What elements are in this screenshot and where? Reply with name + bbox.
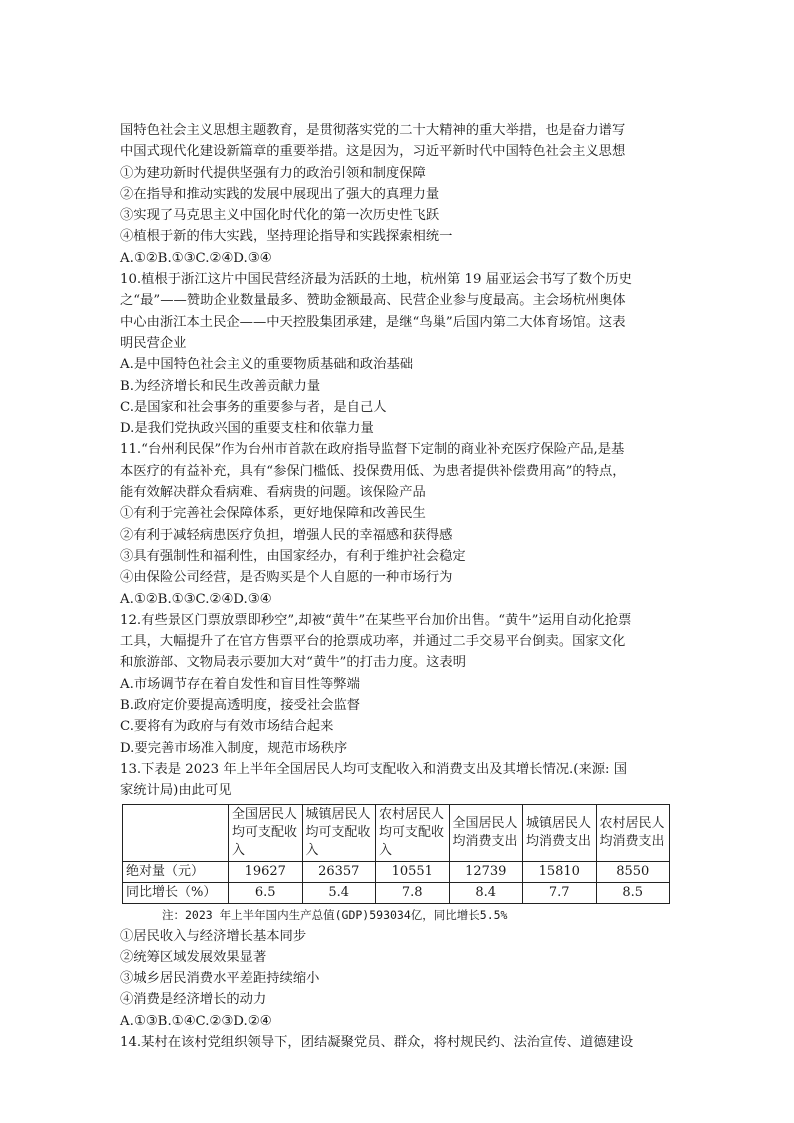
q10-stem-line: 之“最”——赞助企业数量最多、赞助金额最高、民营企业参与度最高。主会场杭州奥体 (120, 293, 626, 309)
table-row (123, 861, 670, 882)
question-9 (120, 120, 682, 269)
table-header-cell (123, 804, 229, 861)
table-cell: 8.5 (596, 882, 670, 903)
q11-statement: ②有利于减轻病患医疗负担，增强人民的幸福感和获得感 (120, 527, 453, 543)
q9-statement: ④植根于新的伟大实践，坚持理论指导和实践探索相统一 (120, 229, 453, 245)
q9-statement: ③实现了马克思主义中国化时代化的第一次历史性飞跃 (120, 208, 440, 224)
question-12 (120, 610, 682, 759)
q10-option-a: A.是中国特色社会主义的重要物质基础和政治基础 (120, 357, 414, 373)
table-header-cell: 农村居民人均消费支出 (596, 804, 670, 861)
q11-stem-line: 11.“台州利民保”作为台州市首款在政府指导监督下定制的商业补充医疗保险产品,是基 (120, 442, 625, 458)
q11-stem-line: 能有效解决群众看病难、看病贵的问题。该保险产品 (120, 485, 426, 501)
q10-stem-line: 明民营企业 (120, 335, 187, 351)
table-header-cell: 全国居民人均可支配收入 (229, 804, 303, 861)
q10-stem-line: 中心由浙江本土民企——中天控股集团承建，是继“鸟巢”后国内第二大体育场馆。这表 (120, 314, 626, 330)
question-13 (120, 759, 682, 1032)
table-cell: 8550 (596, 861, 670, 882)
table-cell: 15810 (523, 861, 597, 882)
table-header-cell: 城镇居民人均消费支出 (523, 804, 597, 861)
table-header-cell: 全国居民人均消费支出 (449, 804, 523, 861)
exam-page (120, 120, 682, 1053)
q9-statement: ②在指导和推动实践的发展中展现出了强大的真理力量 (120, 186, 440, 202)
income-consumption-table (122, 804, 670, 904)
q10-option-d: D.是我们党执政兴国的重要支柱和依靠力量 (120, 421, 374, 437)
q12-option-d: D.要完善市场准入制度，规范市场秩序 (120, 740, 348, 756)
q12-stem-line: 和旅游部、文物局表示要加大对“黄牛”的打击力度。这表明 (120, 655, 467, 671)
question-10 (120, 269, 682, 439)
q14-stem-line: 14.某村在该村党组织领导下，团结凝聚党员、群众，将村规民约、法治宣传、道德建设 (120, 1034, 634, 1050)
table-cell: 12739 (449, 861, 523, 882)
q12-stem-line: 工具，大幅提升了在官方售票平台的抢票成功率，并通过二手交易平台倒卖。国家文化 (120, 634, 626, 650)
table-note: 注：2023 年上半年国内生产总值(GDP)593034亿，同比增长5.5% (162, 907, 508, 922)
q11-statement: ④由保险公司经营，是否购买是个人自愿的一种市场行为 (120, 570, 453, 586)
table-row (123, 882, 670, 903)
table-header-row (123, 804, 670, 861)
question-11 (120, 439, 682, 609)
table-header-cell: 城镇居民人均可支配收入 (302, 804, 376, 861)
q9-stem-line: 国特色社会主义思想主题教育，是贯彻落实党的二十大精神的重大举措，也是奋力谱写 (120, 123, 626, 138)
q12-option-c: C.要将有为政府与有效市场结合起来 (120, 719, 334, 735)
q12-option-b: B.政府定价要提高透明度，接受社会监督 (120, 698, 361, 714)
table-cell: 26357 (302, 861, 376, 882)
table-header-cell: 农村居民人均可支配收入 (376, 804, 450, 861)
q11-statement: ③具有强制性和福利性，由国家经办，有利于维护社会稳定 (120, 548, 466, 564)
table-cell: 7.8 (376, 882, 450, 903)
q11-options: A.①②B.①③C.②④D.③④ (120, 591, 272, 607)
q10-option-c: C.是国家和社会事务的重要参与者，是自己人 (120, 399, 387, 415)
q12-option-a: A.市场调节存在着自发性和盲目性等弊端 (120, 676, 360, 692)
table-cell: 6.5 (229, 882, 303, 903)
q13-statement: ④消费是经济增长的动力 (120, 992, 267, 1008)
q9-statement: ①为建功新时代提供坚强有力的政治引领和制度保障 (120, 165, 426, 181)
table-cell: 8.4 (449, 882, 523, 903)
q11-stem-line: 本医疗的有益补充，具有“参保门槛低、投保费用低、为患者提供补偿费用高”的特点， (120, 463, 626, 479)
question-14 (120, 1032, 682, 1053)
table-row-label: 同比增长（%） (123, 882, 229, 903)
table-cell: 10551 (376, 861, 450, 882)
q9-options: A.①②B.①③C.②④D.③④ (120, 250, 272, 266)
q10-stem-line: 10.植根于浙江这片中国民营经济最为活跃的土地，杭州第 19 届亚运会书写了数个历史 (120, 272, 632, 288)
q13-options: A.①③B.①④C.②③D.②④ (120, 1013, 272, 1029)
table-row-label: 绝对量（元） (123, 861, 229, 882)
q10-option-b: B.为经济增长和民生改善贡献力量 (120, 378, 321, 394)
q13-statement: ①居民收入与经济增长基本同步 (120, 928, 307, 944)
q12-stem-line: 12.有些景区门票放票即秒空”,却被“黄牛”在某些平台加价出售。“黄牛”运用自动化抢票 (120, 612, 632, 628)
q11-statement: ①有利于完善社会保障体系，更好地保障和改善民生 (120, 506, 426, 522)
q13-statement: ③城乡居民消费水平差距持续缩小 (120, 971, 320, 987)
q9-stem-line: 中国式现代化建设新篇章的重要举措。这是因为，习近平新时代中国特色社会主义思想 (120, 144, 626, 160)
table-cell: 7.7 (523, 882, 597, 903)
q13-stem-line: 家统计局)由此可见 (120, 783, 232, 799)
q13-stem-line: 13.下表是 2023 年上半年全国居民人均可支配收入和消费支出及其增长情况.(来源: 国 (120, 761, 628, 777)
table-cell: 19627 (229, 861, 303, 882)
table-cell: 5.4 (302, 882, 376, 903)
q13-statement: ②统筹区域发展效果显著 (120, 949, 267, 965)
